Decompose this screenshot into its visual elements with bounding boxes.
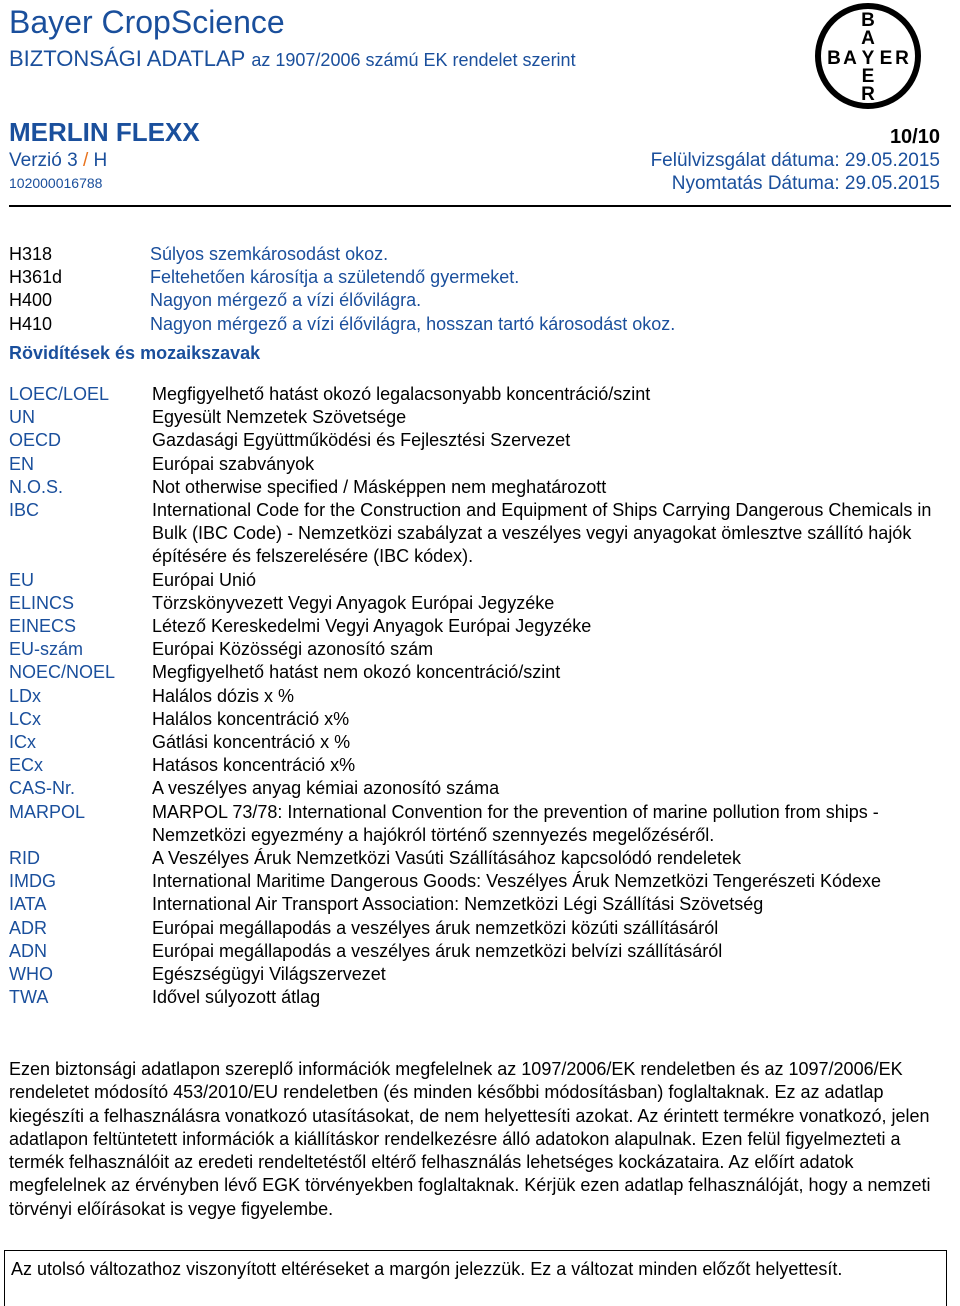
disclaimer-paragraph: Ezen biztonsági adatlapon szereplő információk megfelelnek az 1097/2006/EK rendeletben és az 1097/2006/EK rendeletet módosító 453/2010/EU rendeletben (és minden későbbi módosításban) foglaltaknak. Ez az adatlap kiegészíti a felhasználásra vonatkozó utasításokat, de nem helyettesíti azokat. Az érintett termékre vonatkozó, jelen adatlapon feltüntetett információk a kiállításkor rendelkezésre álló adatokon alapulnak. Ezen felül figyelmezteti a termék felhasználóit az eredeti rendeltetéstől eltérő felhasználás lehetséges kockázataira. Az előírt adatok megfelelnek az érvényben lévő EGK törvényekben foglaltaknak. Kérjük ezen adatlap felhasználóját, hogy a nemzeti törvényi előírásokat is vegye figyelembe.: [9, 1059, 931, 1219]
header-divider: [9, 205, 951, 207]
abbreviation-code: EU-szám: [9, 639, 84, 660]
abbreviation-row: [9, 917, 951, 940]
abbreviation-text: Halálos dózis x %: [152, 685, 295, 706]
hazard-statement: [9, 313, 951, 336]
abbreviation-code: ECx: [9, 755, 44, 776]
abbreviation-code: ADR: [9, 917, 48, 938]
abbreviation-row: [9, 754, 951, 777]
abbreviation-row: [9, 592, 951, 615]
document-id: 102000016788: [9, 175, 103, 191]
abbreviation-row: [9, 963, 951, 986]
abbreviation-text: Halálos koncentráció x%: [152, 708, 350, 729]
hazard-text: Feltehetően károsítja a születendő gyermeket.: [150, 267, 520, 288]
hazard-code: H361d: [9, 267, 63, 288]
abbreviation-code: ICx: [9, 732, 36, 753]
abbreviation-code: EN: [9, 453, 35, 474]
version-suffix: H: [93, 150, 108, 171]
abbreviation-row: [9, 940, 951, 963]
abbreviation-code: IBC: [9, 500, 40, 521]
abbreviation-text: Not otherwise specified / Másképpen nem meghatározott: [152, 476, 607, 497]
hazard-statement: [9, 289, 951, 312]
abbreviation-row: [9, 893, 951, 916]
abbreviation-text: Idővel súlyozott átlag: [152, 987, 321, 1008]
abbreviation-row: [9, 406, 951, 429]
abbreviation-code: EINECS: [9, 616, 77, 637]
abbreviation-code: OECD: [9, 430, 62, 451]
abbreviation-text: Megfigyelhető hatást nem okozó koncentráció/szint: [152, 662, 561, 683]
abbreviation-code: ADN: [9, 940, 48, 961]
section-heading: Rövidítések és mozaikszavak: [9, 342, 261, 363]
abbreviation-code: TWA: [9, 987, 49, 1008]
logo-letter-e-horizontal: E: [879, 48, 893, 69]
abbreviation-text: Egészségügyi Világszervezet: [152, 964, 386, 985]
abbreviation-text: Európai szabványok: [152, 453, 315, 474]
document-body: [9, 243, 951, 1010]
logo-letter-a: A: [861, 28, 875, 49]
abbreviation-row: [9, 383, 951, 406]
page-number: 10/10: [889, 126, 940, 148]
logo-letter-r: R: [861, 84, 875, 105]
hazard-statement-list: [9, 243, 951, 336]
abbreviation-text: Európai megállapodás a veszélyes áruk nemzetközi belvízi szállításáról: [152, 940, 723, 961]
abbreviation-text: International Code for the Construction and Equipment of Ships Carrying Dangerous Chemicals in Bulk (IBC Code) - Nemzetközi szabályzat a veszélyes vegyi anyagokat ömlesztve szállító hajók építésére és felszerelésére (IBC kódex).: [152, 500, 932, 567]
abbreviation-code: IATA: [9, 894, 47, 915]
abbreviation-row: [9, 476, 951, 499]
abbreviation-text: Gazdasági Együttműködési és Fejlesztési Szervezet: [152, 430, 571, 451]
abbreviation-row: [9, 708, 951, 731]
change-note-box: [4, 1250, 947, 1306]
abbreviation-text: International Maritime Dangerous Goods: Veszélyes Áruk Nemzetközi Tengerészeti Kódexe: [152, 871, 882, 892]
abbreviation-text: Európai megállapodás a veszélyes áruk nemzetközi közúti szállításáról: [152, 917, 719, 938]
hazard-statement: [9, 243, 951, 266]
abbreviation-code: UN: [9, 407, 35, 428]
version-number: Verzió 3: [9, 150, 78, 171]
abbreviation-code: EU: [9, 569, 35, 590]
abbreviation-code: N.O.S.: [9, 476, 64, 497]
hazard-text: Súlyos szemkárosodást okoz.: [150, 244, 389, 264]
abbreviation-row: [9, 661, 951, 684]
abbreviation-row: [9, 986, 951, 1009]
version-separator: /: [82, 150, 89, 171]
change-note-text: Az utolsó változathoz viszonyított eltéréseket a margón jelezzük. Ez a változat minden előzőt helyettesít.: [11, 1259, 843, 1279]
abbreviation-text: Megfigyelhető hatást okozó legalacsonyabb koncentráció/szint: [152, 384, 651, 405]
abbreviation-code: MARPOL: [9, 801, 86, 822]
abbreviation-code: LDx: [9, 685, 42, 706]
logo-letter-y: Y: [861, 48, 875, 69]
abbreviation-row: [9, 731, 951, 754]
abbreviation-text: Európai Közösségi azonosító szám: [152, 639, 434, 660]
hazard-text: Nagyon mérgező a vízi élővilágra.: [150, 290, 422, 311]
bayer-cross-logo: [814, 2, 922, 110]
abbreviation-row: [9, 685, 951, 708]
abbreviation-row: [9, 638, 951, 661]
abbreviation-code: RID: [9, 848, 40, 869]
abbreviation-text: MARPOL 73/78: International Convention for the prevention of marine pollution from ships - Nemzetközi egyezmény a hajókról történő szennyezés megelőzéséről.: [152, 801, 879, 845]
document-regulation: az 1907/2006 számú EK rendelet szerint: [251, 50, 576, 70]
abbreviation-code: WHO: [9, 964, 53, 985]
abbreviation-code: LCx: [9, 708, 42, 729]
document-title: [9, 46, 576, 73]
hazard-code: H410: [9, 313, 53, 334]
abbreviation-row: [9, 847, 951, 870]
abbreviation-text: A Veszélyes Áruk Nemzetközi Vasúti Szállításához kapcsolódó rendeletek: [152, 848, 741, 869]
document-type: BIZTONSÁGI ADATLAP: [9, 46, 246, 71]
abbreviation-text: Európai Unió: [152, 569, 257, 590]
abbreviation-list: [9, 383, 951, 1009]
hazard-code: H318: [9, 244, 53, 264]
abbreviation-row: [9, 615, 951, 638]
abbreviation-code: LOEC/LOEL: [9, 384, 110, 405]
hazard-statement: [9, 266, 951, 289]
logo-letter-r-horizontal: R: [895, 48, 909, 69]
print-date: Nyomtatás Dátuma: 29.05.2015: [671, 173, 940, 194]
abbreviation-text: Hatásos koncentráció x%: [152, 755, 356, 776]
logo-letter-b: B: [861, 10, 875, 31]
abbreviation-text: A veszélyes anyag kémiai azonosító száma: [152, 778, 500, 799]
revision-date: Felülvizsgálat dátuma: 29.05.2015: [650, 150, 940, 171]
abbreviation-row: [9, 801, 951, 847]
abbreviation-text: Egyesült Nemzetek Szövetsége: [152, 407, 407, 428]
page-header: [0, 0, 960, 206]
abbreviation-row: [9, 777, 951, 800]
abbreviation-code: ELINCS: [9, 592, 75, 613]
abbreviation-text: Törzskönyvezett Vegyi Anyagok Európai Jegyzéke: [152, 592, 555, 613]
abbreviation-row: [9, 870, 951, 893]
product-name: MERLIN FLEXX: [9, 117, 200, 147]
abbreviation-code: IMDG: [9, 871, 56, 892]
abbreviation-text: Létező Kereskedelmi Vegyi Anyagok Európai Jegyzéke: [152, 616, 592, 637]
logo-letter-a-horizontal: A: [843, 48, 857, 69]
logo-letter-b-horizontal: B: [827, 48, 841, 69]
logo-letter-e: E: [861, 66, 875, 87]
abbreviation-text: Gátlási koncentráció x %: [152, 732, 351, 753]
abbreviation-row: [9, 453, 951, 476]
abbreviation-row: [9, 429, 951, 452]
abbreviation-code: CAS-Nr.: [9, 778, 76, 799]
hazard-text: Nagyon mérgező a vízi élővilágra, hosszan tartó károsodást okoz.: [150, 313, 676, 334]
abbreviation-text: International Air Transport Association: Nemzetközi Légi Szállítási Szövetség: [152, 894, 764, 915]
version-info: [9, 150, 107, 172]
company-name: Bayer CropScience: [9, 4, 285, 40]
hazard-code: H400: [9, 290, 53, 311]
abbreviation-code: NOEC/NOEL: [9, 662, 116, 683]
abbreviation-row: [9, 499, 951, 569]
abbreviation-row: [9, 569, 951, 592]
